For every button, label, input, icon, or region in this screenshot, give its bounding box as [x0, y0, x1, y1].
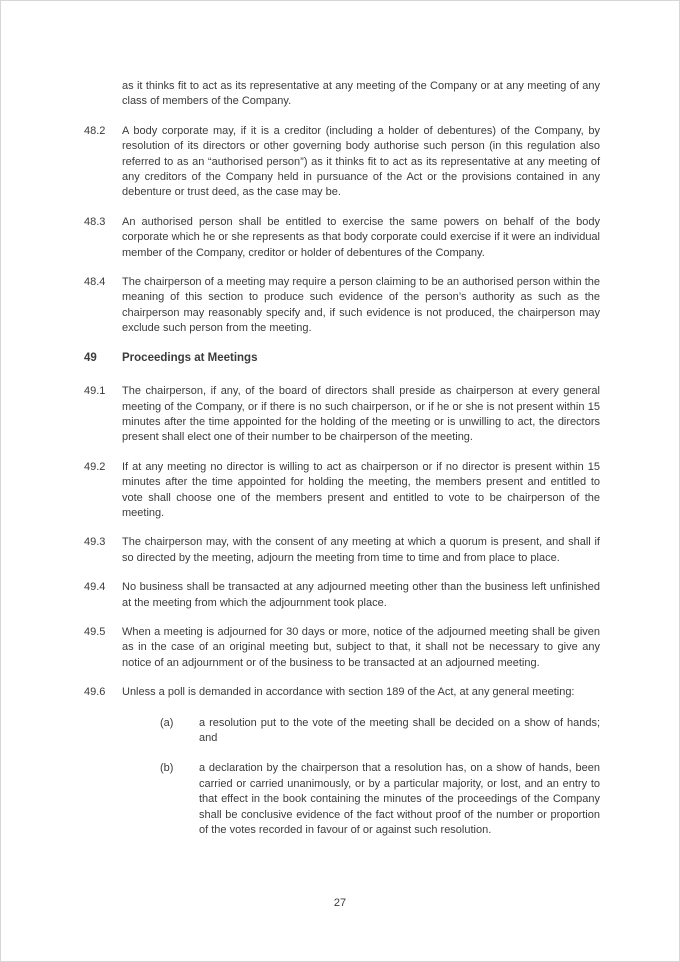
- clause-body: [122, 685, 600, 838]
- subclause-text: a declaration by the chairperson that a resolution has, on a show of hands, been carried or carried unanimously, or by a particular majority, or lost, and an entry to that effect in the book containing the minutes of the proceedings of the Company shall be conclusive evidence of the fact without proof of the number or proportion of the votes recorded in favour of or against such resolution.: [199, 762, 600, 837]
- clause-49-2: [84, 460, 600, 522]
- clause-48-2: [84, 124, 600, 201]
- page-number: 27: [333, 896, 347, 909]
- clause-49-1: [84, 384, 600, 446]
- clause-49-3: [84, 535, 600, 566]
- clause-49-4: [84, 580, 600, 611]
- section-number: 49: [84, 351, 97, 364]
- clause-number: 49.2: [84, 460, 106, 473]
- clause-48-4: [84, 275, 600, 337]
- section-heading-49: [84, 351, 600, 366]
- subclause-number: (b): [160, 762, 174, 775]
- clause-number: 48.3: [84, 215, 106, 228]
- clause-number: 49.4: [84, 581, 106, 594]
- clause-text: If at any meeting no director is willing to act as chairperson or if no director is present within 15 minutes after the time appointed for holding the meeting, the members present and entitled to vote shall choose one of the members present and entitled to vote to be chairperson of the meeting.: [122, 460, 600, 519]
- clause-text: When a meeting is adjourned for 30 days or more, notice of the adjourned meeting shall be given as in the case of an original meeting but, subject to that, it shall not be necessary to give any notice of an adjournment or of the business to be transacted at an adjourned meeting.: [122, 625, 600, 669]
- clause-text: The chairperson of a meeting may require a person claiming to be an authorised person within the meaning of this section to produce such evidence of the person’s authority as such as the chairperson may reasonably specify and, if such evidence is not produced, the chairperson may exclude such person from the meeting.: [122, 276, 600, 335]
- clause-number: 49.6: [84, 686, 106, 699]
- clause-text: The chairperson may, with the consent of any meeting at which a quorum is present, and shall if so directed by the meeting, adjourn the meeting from time to time and from place to place.: [122, 536, 600, 564]
- clause-text: Unless a poll is demanded in accordance with section 189 of the Act, at any general meeting:: [122, 686, 575, 699]
- clause-48-3: [84, 215, 600, 261]
- clause-text: An authorised person shall be entitled to exercise the same powers on behalf of the body corporate which he or she represents as that body corporate could exercise if it were an individual member of the Company, creditor or holder of debentures of the Company.: [122, 215, 600, 259]
- clause-text: The chairperson, if any, of the board of directors shall preside as chairperson at every general meeting of the Company, or if there is no such chairperson, or if he or she is not present within 15 minutes after the time appointed for the holding of the meeting or is unwilling to act, the directors present shall elect one of their number to be chairperson of the meeting.: [122, 385, 600, 444]
- subclause-a: [160, 716, 600, 747]
- paragraph-continuation: as it thinks fit to act as its representative at any meeting of the Company or at any meeting of any class of members of the Company.: [122, 80, 600, 108]
- clause-49-5: [84, 625, 600, 671]
- clause-number: 49.3: [84, 536, 106, 549]
- page-content: [84, 79, 600, 852]
- clause-49-6: [84, 685, 600, 838]
- clause-text: No business shall be transacted at any adjourned meeting other than the business left unfinished at the meeting from which the adjournment took place.: [122, 581, 600, 609]
- subclause-b: [160, 761, 600, 838]
- subclause-number: (a): [160, 716, 174, 729]
- clause-text: A body corporate may, if it is a creditor (including a holder of debentures) of the Company, by resolution of its directors or other governing body authorise such person (in this regulation also referred to as an “authorised person”) as it thinks fit to act as its representative at any meeting of any creditors of the Company held in pursuance of the Act or the provisions contained in any debenture or trust deed, as the case may be.: [122, 124, 600, 199]
- clause-number: 49.5: [84, 625, 106, 638]
- section-title: Proceedings at Meetings: [122, 351, 258, 364]
- clause-number: 48.2: [84, 124, 106, 137]
- clause-number: 48.4: [84, 276, 106, 289]
- clause-number: 49.1: [84, 385, 106, 398]
- subclause-text: a resolution put to the vote of the meeting shall be decided on a show of hands; and: [199, 716, 600, 744]
